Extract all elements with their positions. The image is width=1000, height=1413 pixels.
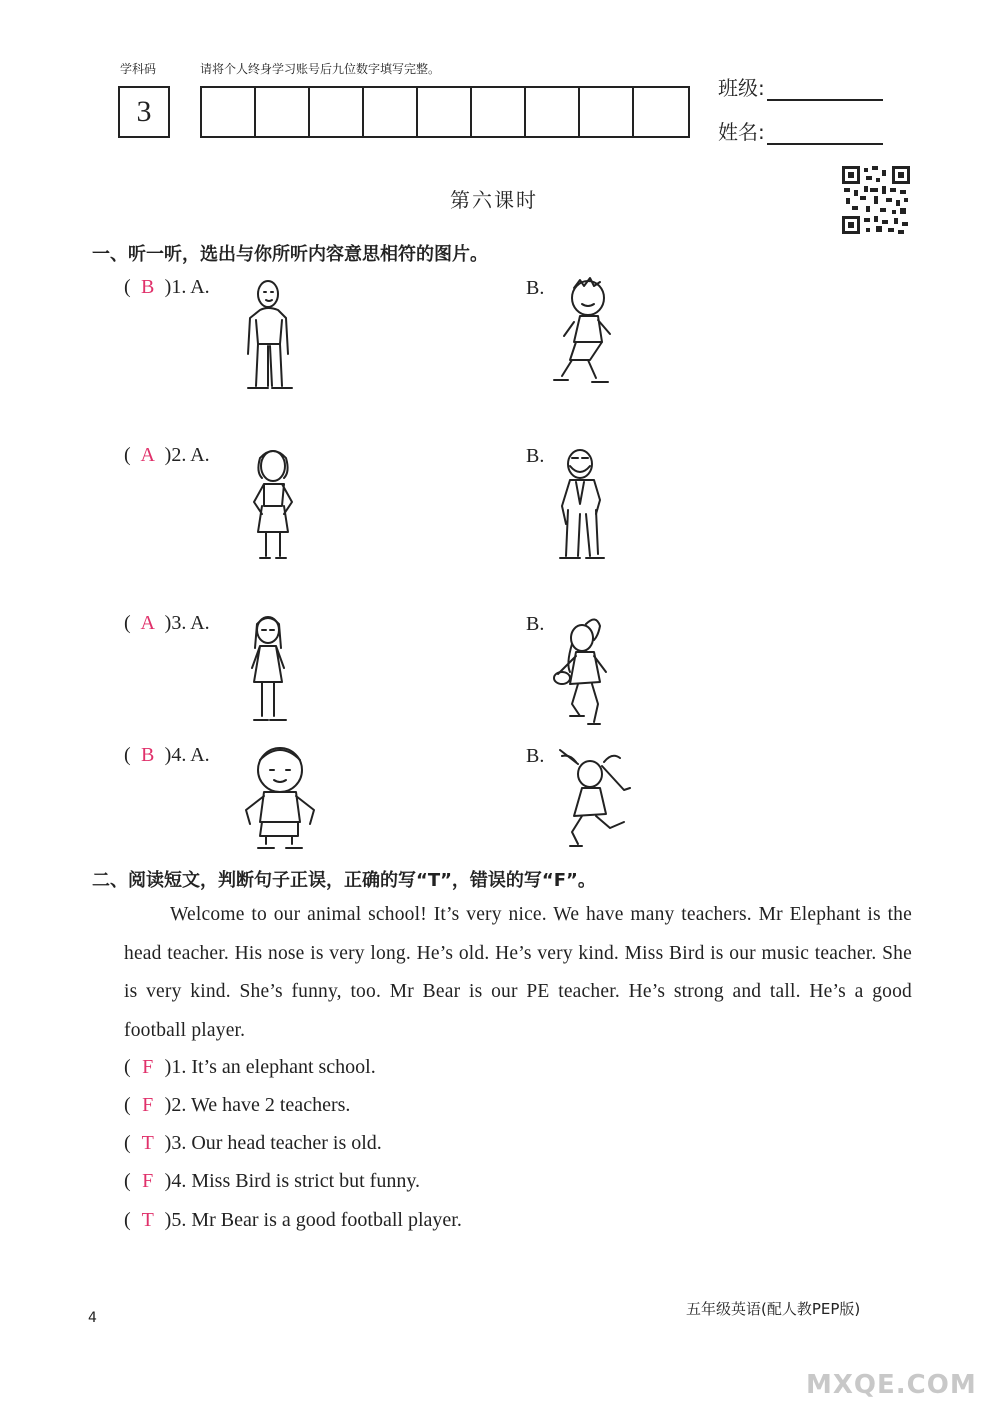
account-digit-boxes[interactable] bbox=[200, 86, 690, 138]
listen-question-4: ( B )4. A. bbox=[124, 744, 210, 766]
judge-item-5: ( T )5. Mr Bear is a good football player. bbox=[124, 1209, 462, 1231]
answer-mark[interactable]: F bbox=[142, 1170, 154, 1192]
answer-mark[interactable]: A bbox=[140, 444, 155, 466]
tall-strong-man-illustration[interactable] bbox=[238, 276, 308, 396]
judge-item-2: ( F )2. We have 2 teachers. bbox=[124, 1094, 351, 1116]
class-blank[interactable] bbox=[767, 79, 883, 101]
answer-mark[interactable]: T bbox=[141, 1209, 154, 1231]
active-girl-illustration[interactable] bbox=[548, 612, 618, 732]
section2-heading: 二、阅读短文，判断句子正误，正确的写“T”，错误的写“F”。 bbox=[92, 870, 596, 891]
subject-code-box: 3 bbox=[118, 86, 170, 138]
qr-code-icon bbox=[842, 166, 910, 234]
listen-question-2: ( A )2. A. bbox=[124, 444, 210, 466]
digit-box[interactable] bbox=[472, 88, 526, 136]
judge-item-4: ( F )4. Miss Bird is strict but funny. bbox=[124, 1170, 421, 1192]
class-label: 班级: bbox=[718, 76, 765, 100]
answer-mark[interactable]: B bbox=[141, 276, 155, 298]
digit-box[interactable] bbox=[364, 88, 418, 136]
account-instruction: 请将个人终身学习账号后九位数字填写完整。 bbox=[200, 62, 441, 76]
digit-box[interactable] bbox=[310, 88, 364, 136]
answer-mark[interactable]: F bbox=[142, 1094, 154, 1116]
listen-question-3: ( A )3. A. bbox=[124, 612, 210, 634]
digit-box[interactable] bbox=[256, 88, 310, 136]
name-label: 姓名: bbox=[718, 120, 765, 144]
option-b-label: B. bbox=[526, 613, 545, 635]
answer-mark[interactable]: A bbox=[140, 612, 155, 634]
old-man-illustration[interactable] bbox=[550, 444, 620, 564]
answer-mark[interactable]: T bbox=[141, 1132, 154, 1154]
digit-box[interactable] bbox=[634, 88, 688, 136]
answer-mark[interactable]: F bbox=[142, 1056, 154, 1078]
listen-question-1: ( B )1. A. bbox=[124, 276, 210, 298]
funny-girl-illustration[interactable] bbox=[548, 744, 638, 854]
watermark-text: MXQE.COM bbox=[806, 1370, 977, 1400]
name-blank[interactable] bbox=[767, 123, 883, 145]
digit-box[interactable] bbox=[526, 88, 580, 136]
lesson-title: 第六课时 bbox=[450, 190, 538, 212]
class-field[interactable] bbox=[718, 72, 883, 101]
judge-item-3: ( T )3. Our head teacher is old. bbox=[124, 1132, 382, 1154]
digit-box[interactable] bbox=[202, 88, 256, 136]
quiet-girl-illustration[interactable] bbox=[240, 612, 300, 732]
young-woman-illustration[interactable] bbox=[240, 444, 310, 564]
name-field[interactable] bbox=[718, 116, 883, 145]
short-boy-illustration[interactable] bbox=[550, 276, 630, 396]
page-number: 4 bbox=[88, 1310, 97, 1326]
digit-box[interactable] bbox=[418, 88, 472, 136]
reading-passage: Welcome to our animal school! It’s very nice. We have many teachers. Mr Elephant is the head teacher. His nose is very long. He’s old. He’s very kind. Miss Bird is our music teacher. She is very kind. She’s funny, too. Mr Bear is our PE teacher. He’s strong and tall. He’s a good football player. bbox=[124, 904, 912, 1041]
judge-item-1: ( F )1. It’s an elephant school. bbox=[124, 1056, 376, 1078]
book-title: 五年级英语(配人教PEP版) bbox=[686, 1300, 861, 1318]
section1-heading: 一、听一听，选出与你所听内容意思相符的图片。 bbox=[92, 244, 488, 265]
option-b-label: B. bbox=[526, 745, 545, 767]
option-b-label: B. bbox=[526, 445, 545, 467]
subject-code-label: 学科码 bbox=[120, 62, 157, 76]
digit-box[interactable] bbox=[580, 88, 634, 136]
answer-mark[interactable]: B bbox=[141, 744, 155, 766]
strong-boy-illustration[interactable] bbox=[236, 744, 326, 854]
option-b-label: B. bbox=[526, 277, 545, 299]
